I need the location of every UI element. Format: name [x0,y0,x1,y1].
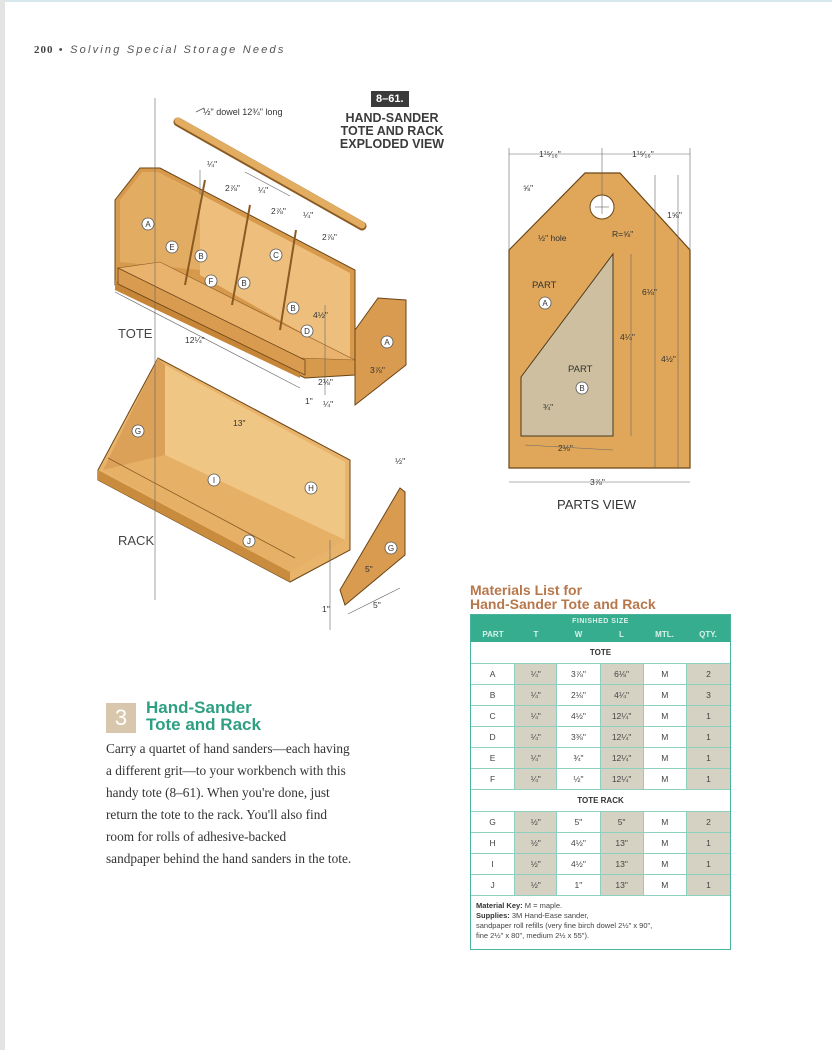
tote-end-piece [355,298,406,405]
table-cell: 2⅛" [557,685,600,705]
table-cell: 13" [601,854,644,874]
rack-label: RACK [118,533,155,548]
table-row [471,875,730,896]
table-cell: ¼" [515,706,557,726]
table-cell: D [471,727,515,747]
dim-label: 13" [233,418,246,428]
table-cell: F [471,769,515,789]
header-section-title: Solving Special Storage Needs [70,44,286,56]
table-cell: M [644,664,687,684]
table-cell: 1 [687,769,730,789]
table-cell: 12¼" [601,727,644,747]
dim-label: 2⅛" [318,377,333,387]
dim-label: 2⅞" [225,183,240,193]
column-header: PART [482,630,504,639]
table-cell: 5" [557,812,600,832]
table-row [471,833,730,854]
tote-label: TOTE [118,326,153,341]
materials-table [470,614,731,950]
table-cell: 12¼" [601,769,644,789]
dim-label: 2⅞" [322,232,337,242]
table-row [471,664,730,685]
dim-label: 6⅛" [642,287,657,297]
dim-label: 5" [365,564,373,574]
table-cell: 12¼" [601,748,644,768]
dim-label: ½" [395,456,406,466]
part-marker-letter: H [308,484,314,493]
table-cell: 13" [601,875,644,895]
table-cell: G [471,812,515,832]
material-key-text: M = maple. [524,901,563,910]
table-cell: ¼" [515,664,557,684]
table-cell: ½" [515,812,557,832]
table-cell: 6⅛" [601,664,644,684]
table-cell: ¼" [515,748,557,768]
dim-label: 4½" [661,354,676,364]
table-cell: M [644,748,687,768]
table-cell: 4¼" [601,685,644,705]
table-row [471,685,730,706]
parts-view-drawing [495,140,715,500]
materials-table-body [471,642,730,896]
column-header: MTL. [655,630,674,639]
figure-title-line: TOTE AND RACK [340,124,444,138]
table-cell: 2 [687,812,730,832]
materials-title-line: Hand-Sander Tote and Rack [470,596,656,612]
dim-label: ¼" [323,399,334,409]
table-cell: C [471,706,515,726]
dim-label: 2⅛" [558,443,573,453]
table-cell: M [644,685,687,705]
section-body [106,738,406,870]
column-headers [471,630,730,639]
group-header: TOTE RACK [471,790,730,812]
table-cell: 1 [687,875,730,895]
part-marker-letter: G [134,427,142,436]
part-marker-letter: G [387,544,395,553]
column-header: QTY. [699,630,717,639]
supplies-line: 3M Hand-Ease sander, [511,911,589,920]
material-key-label: Material Key: [476,901,523,910]
table-cell: 1 [687,706,730,726]
column-header: L [619,630,624,639]
table-cell: I [471,854,515,874]
dowel-callout: ½" dowel 12¾" long [203,107,283,117]
body-line: return the tote to the rack. You'll also find [106,807,328,822]
dim-label: 1¹⁵⁄₁₆" [539,149,561,159]
table-cell: ½" [515,833,557,853]
section-title-line: Tote and Rack [146,715,261,734]
part-marker-letter: B [198,252,204,261]
table-cell: 1 [687,748,730,768]
supplies-label: Supplies: [476,911,510,920]
table-cell: M [644,854,687,874]
table-row [471,769,730,790]
part-marker-letter: B [290,304,296,313]
table-row [471,727,730,748]
column-header: W [574,630,583,639]
part-marker-letter: B [241,279,247,288]
materials-table-header [471,615,730,642]
table-cell: 3⅞" [557,664,600,684]
table-cell: 4½" [557,706,600,726]
part-b-label: PART [568,364,593,375]
table-cell: M [644,875,687,895]
dim-label: R=⅝" [612,229,634,239]
group-header: TOTE [471,642,730,664]
table-cell: H [471,833,515,853]
part-marker-letter: J [247,537,251,546]
dim-label: 4½" [313,310,328,320]
table-cell: ¼" [515,769,557,789]
rack [98,358,350,582]
dim-label: 3⅞" [590,477,605,487]
figure-title-line: EXPLODED VIEW [339,137,445,151]
body-line: Carry a quartet of hand sanders—each having [106,741,350,756]
table-cell: 12¼" [601,706,644,726]
materials-list-title [470,583,656,611]
finished-size-label: FINISHED SIZE [572,618,629,625]
column-header: T [533,630,539,639]
table-cell: 1 [687,833,730,853]
part-b-letter: B [579,384,585,393]
table-cell: M [644,727,687,747]
table-cell: ¾" [557,748,600,768]
part-marker-letter: I [212,476,216,485]
table-cell: 13" [601,833,644,853]
table-cell: 5" [601,812,644,832]
part-marker-letter: A [145,220,151,229]
table-row [471,748,730,769]
table-cell: ¼" [515,685,557,705]
part-marker-letter: A [384,338,390,347]
table-cell: M [644,769,687,789]
table-cell: ½" [557,769,600,789]
part-marker-letter: D [304,327,310,336]
section-title [146,699,261,733]
body-line: handy tote (8–61). When you're done, just [106,785,330,800]
section-title-line: Hand-Sander [146,698,252,717]
body-line: sandpaper behind the hand sanders in the tote. [106,851,352,866]
dim-label: ¾" [543,402,554,412]
table-cell: 1 [687,727,730,747]
dim-label: 1⅝" [667,210,682,220]
supplies-line: fine 2½" x 80", medium 2½ x 55"). [476,931,590,940]
body-line: room for rolls of adhesive-backed [106,829,287,844]
section-number: 3 [106,703,136,733]
table-cell: M [644,833,687,853]
part-a-letter: A [542,299,548,308]
table-cell: ½" [515,875,557,895]
table-cell: 4½" [557,854,600,874]
table-row [471,706,730,727]
table-cell: ½" [515,854,557,874]
dim-label: ¼" [207,159,218,169]
table-cell: B [471,685,515,705]
figure-title [333,112,451,151]
figure-number-badge: 8–61. [371,91,409,107]
dim-label: 4¼" [620,332,635,342]
page-number: 200 [34,44,54,56]
table-cell: 4½" [557,833,600,853]
part-a-label: PART [532,280,557,291]
table-cell: 2 [687,664,730,684]
table-cell: M [644,706,687,726]
table-cell: J [471,875,515,895]
dim-label: 1¹⁵⁄₁₆" [632,149,654,159]
parts-view-label: PARTS VIEW [557,497,636,512]
supplies-line: sandpaper roll refills (very fine birch dowel 2½" x 90", [476,921,653,930]
dim-label: 5" [373,600,381,610]
table-cell: 1" [557,875,600,895]
table-cell: A [471,664,515,684]
dim-label: 1" [322,604,330,614]
dim-label: ½" hole [538,233,567,243]
part-marker-letter: E [169,243,175,252]
table-row [471,812,730,833]
header-bullet: • [58,44,65,56]
dim-label: 12¼" [185,335,205,345]
dim-label: ⅝" [523,183,534,193]
body-line: a different grit—to your workbench with this [106,763,346,778]
dim-label: 3⅞" [370,365,385,375]
table-row [471,854,730,875]
dim-label: ¼" [303,210,314,220]
table-cell: 3 [687,685,730,705]
figure-title-line: HAND-SANDER [345,111,439,125]
part-marker-letter: C [273,251,279,260]
materials-title-line: Materials List for [470,582,583,598]
table-cell: E [471,748,515,768]
table-cell: M [644,812,687,832]
table-cell: ¼" [515,727,557,747]
dim-label: 1" [305,396,313,406]
materials-notes [471,896,730,949]
dim-label: 2⅞" [271,206,286,216]
part-marker-letter: F [208,277,214,286]
table-cell: 1 [687,854,730,874]
table-cell: 3⅜" [557,727,600,747]
dim-label: ¼" [258,185,269,195]
